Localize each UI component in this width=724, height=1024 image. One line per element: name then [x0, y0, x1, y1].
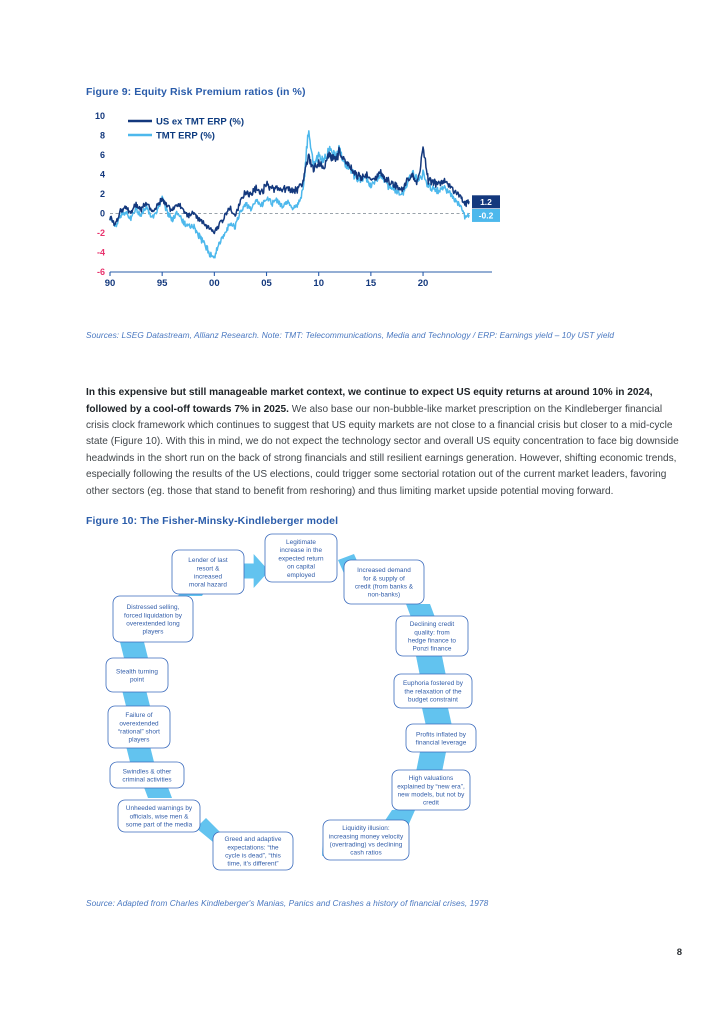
- chart-legend: [128, 117, 244, 142]
- diagram-node-label: Swindles & other criminal activities: [122, 768, 172, 784]
- chart-series-tmt-line: [110, 131, 469, 258]
- chart-y-axis-ticks: [95, 111, 105, 277]
- y-tick-10: 10: [94, 111, 105, 122]
- legend-label-us-ex-tmt: US ex TMT ERP (%): [156, 116, 244, 128]
- x-tick-05: 05: [261, 278, 272, 289]
- y-tick--6: -6: [96, 267, 105, 278]
- chart-end-labels: [472, 195, 500, 222]
- diagram-node-euphoria: [394, 674, 472, 708]
- diagram-node-label: High valuations explained by “new era”, new models, but not by credit: [397, 775, 465, 807]
- figure-10-source-note: Source: Adapted from Charles Kindleberger's Manias, Panics and Crashes a history of financial crises, 1978: [86, 898, 489, 908]
- y-tick-0: 0: [99, 208, 105, 219]
- y-tick-4: 4: [99, 169, 105, 180]
- x-tick-10: 10: [313, 278, 324, 289]
- end-label-value-us-ex-tmt: 1.2: [480, 196, 492, 207]
- body-paragraph-rest: We also base our non-bubble-like market prescription on the Kindleberger financial crisis clock framework which continues to suggest that US equity markets are not close to a financial crisis but closer to a mid-cycle state (Figure 10). With this in mind, we do not expect the technology sector and overall US equity concentration to face big downside headwinds in the short run on the back of strong financials and still resilient earnings generation. However, shifting economic trends, especially following the results of the US elections, could trigger some sectorial rotation out of the current market leaders, favoring other sectors (eg. those that stand to benefit from reshoring) and thus limiting market upside potential moving forward.: [86, 403, 679, 497]
- diagram-node-label: Increased demand for & supply of credit (from banks & non-banks): [354, 567, 414, 599]
- page-number: 8: [676, 947, 682, 958]
- flow-arrow-ribbon-12: [120, 642, 148, 658]
- flow-arrow-ribbon-5: [416, 752, 446, 772]
- diagram-node-demand: [344, 560, 424, 604]
- figure-9-source-note: Sources: LSEG Datastream, Allianz Research. Note: TMT: Telecommunications, Media and Technology / ERP: Earnings yield – 10y UST yield: [86, 330, 615, 340]
- chart-svg: [86, 110, 506, 300]
- diagram-node-swindles: [110, 762, 184, 788]
- fisher-minsky-kindleberger-diagram: [86, 530, 686, 890]
- body-paragraph-lead: In this expensive but still manageable market context, we continue to expect US equity returns at around 10% in 2024, followed by a cool-off towards 7% in 2025.: [86, 387, 653, 415]
- diagram-node-distressed: [113, 596, 193, 642]
- diagram-node-label: Unheeded warnings by officials, wise men & some part of the media: [125, 805, 193, 829]
- diagram-node-failure: [108, 706, 170, 748]
- diagram-node-label: Legitimate increase in the expected return on capital employed: [278, 539, 324, 579]
- diagram-node-lender: [172, 550, 244, 594]
- diagram-node-legitimate: [265, 534, 337, 582]
- y-tick--2: -2: [96, 228, 105, 239]
- diagram-node-label: Greed and adaptive expectations: “the cycle is dead”, “this time, it's different”: [224, 836, 282, 868]
- diagram-node-liquidity: [323, 820, 409, 860]
- diagram-node-label: Lender of last resort & increased moral hazard: [188, 557, 228, 589]
- figure-10-title: Figure 10: The Fisher-Minsky-Kindleberger model: [86, 515, 339, 527]
- diagram-node-unheeded: [118, 800, 200, 832]
- y-tick-8: 8: [99, 130, 105, 141]
- x-tick-20: 20: [417, 278, 429, 289]
- x-tick-90: 90: [104, 278, 116, 289]
- diagram-node-label: Liquidity illusion: increasing money velocity (overtrading) vs declining cash ratios: [328, 825, 404, 857]
- diagram-node-label: Failure of overextended “rational” short players: [118, 712, 160, 744]
- diagram-node-profits: [406, 724, 476, 752]
- y-tick-2: 2: [99, 189, 105, 200]
- equity-risk-premium-chart: [86, 110, 506, 300]
- y-tick--4: -4: [96, 247, 105, 258]
- flow-arrow-ribbon-4: [422, 708, 452, 726]
- diagram-node-greed: [213, 832, 293, 870]
- body-paragraph: [86, 385, 683, 500]
- x-tick-15: 15: [365, 278, 377, 289]
- x-tick-00: 00: [209, 278, 220, 289]
- diagram-node-label: Declining credit quality: from hedge finance to Ponzi finance: [407, 621, 457, 653]
- diagram-node-label: Euphoria fostered by the relaxation of the budget constraint: [403, 680, 463, 704]
- legend-label-tmt: TMT ERP (%): [156, 130, 215, 142]
- flow-arrow-ribbon-3: [416, 656, 446, 676]
- diagram-svg: [86, 530, 686, 890]
- y-tick-6: 6: [99, 150, 105, 161]
- flow-arrow-ribbon-10: [126, 746, 154, 762]
- diagram-node-label: Stealth turning point: [116, 668, 158, 684]
- chart-series-us-ex-tmt-line: [110, 147, 469, 234]
- flow-arrow-ribbon-11: [122, 690, 150, 706]
- diagram-node-declining: [396, 616, 468, 656]
- chart-x-axis-ticks: [105, 272, 492, 289]
- diagram-nodes: [106, 534, 476, 870]
- figure-9-title: Figure 9: Equity Risk Premium ratios (in %): [86, 86, 306, 98]
- x-tick-95: 95: [156, 278, 168, 289]
- diagram-node-stealth: [106, 658, 168, 692]
- end-label-value-tmt: -0.2: [478, 210, 494, 221]
- diagram-node-valuations: [392, 770, 470, 810]
- diagram-node-label: Profits inflated by financial leverage: [415, 731, 467, 747]
- diagram-node-label: Distressed selling, forced liquidation by overextended long players: [124, 604, 182, 636]
